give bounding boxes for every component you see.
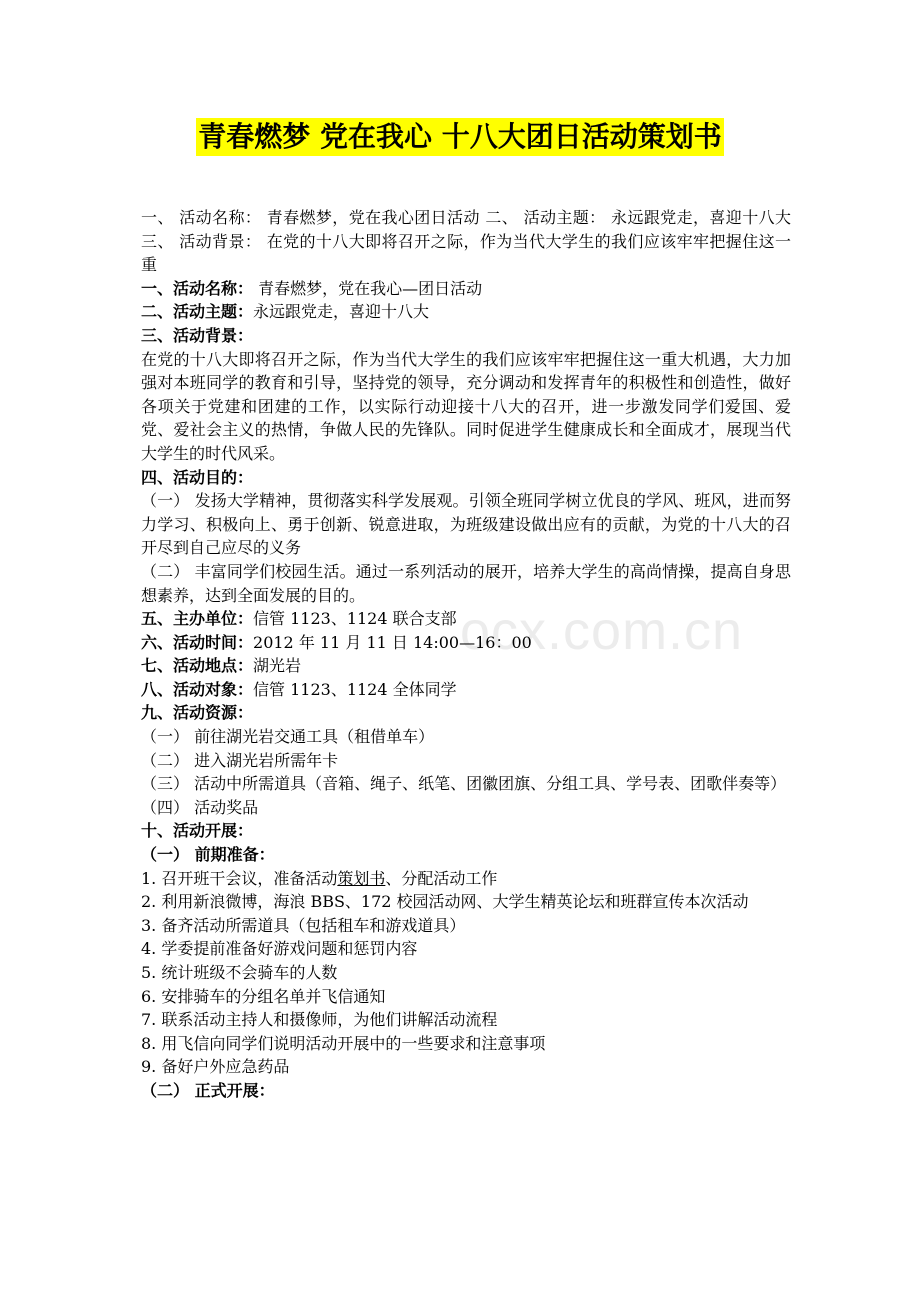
resource-item: （二） 进入湖光岩所需年卡 bbox=[141, 750, 339, 770]
section-label: 七、活动地点： bbox=[141, 656, 254, 676]
section-organizer bbox=[141, 607, 791, 631]
prep-step: 7. 联系活动主持人和摄像师，为他们讲解活动流程 bbox=[141, 1010, 498, 1030]
section-purpose-heading: 四、活动目的： bbox=[141, 467, 254, 487]
prep-step-text: 1. 召开班干会议，准备活动 bbox=[141, 868, 338, 888]
intro-paragraph: 一、 活动名称： 青春燃梦，党在我心团日活动 二、 活动主题： 永远跟党走，喜迎十八大 三、 活动背景： 在党的十八大即将召开之际，作为当代大学生的我们应该牢牢把握住这一重 bbox=[141, 208, 791, 275]
section-time bbox=[141, 631, 791, 655]
section-location bbox=[141, 654, 791, 678]
section-label: 二、活动主题： bbox=[141, 302, 254, 322]
section-theme bbox=[141, 300, 791, 324]
document-body bbox=[141, 206, 791, 1103]
prep-step: 8. 用飞信向同学们说明活动开展中的一些要求和注意事项 bbox=[141, 1033, 546, 1053]
section-text: 永远跟党走，喜迎十八大 bbox=[253, 302, 430, 322]
section-audience bbox=[141, 678, 791, 702]
watermark: ocx.com.cn bbox=[460, 601, 744, 661]
prep-step bbox=[141, 867, 791, 891]
prep-step: 3. 备齐活动所需道具（包括租车和游戏道具） bbox=[141, 915, 466, 935]
section-text: 湖光岩 bbox=[253, 656, 302, 676]
prep-step-text: 、分配活动工作 bbox=[385, 868, 498, 888]
section-background-text: 在党的十八大即将召开之际，作为当代大学生的我们应该牢牢把握住这一重大机遇，大力加强对本班同学的教育和引导，坚持党的领导，充分调动和发挥青年的积极性和创造性，做好各项关于党建和团建的工作，以实际行动迎接十八大的召开，进一步激发同学们爱国、爱党、爱社会主义的热情，争做人民的先锋队。同时促进学生健康成长和全面成才，展现当代大学生的时代风采。 bbox=[141, 349, 791, 463]
section-resources-heading: 九、活动资源： bbox=[141, 703, 254, 723]
subsection-preparation: （一） 前期准备： bbox=[141, 845, 275, 865]
prep-step: 5. 统计班级不会骑车的人数 bbox=[141, 963, 338, 982]
subsection-execution: （二） 正式开展： bbox=[141, 1080, 275, 1100]
document-title: 青春燃梦 党在我心 十八大团日活动策划书 bbox=[196, 118, 724, 156]
section-label: 八、活动对象： bbox=[141, 679, 254, 699]
purpose-item: （一） 发扬大学精神，贯彻落实科学发展观。引领全班同学树立优良的学风、班风，进而努力学习、积极向上、勇于创新、锐意进取，为班级建设做出应有的贡献，为党的十八大的召开尽到自己应尽的义务 bbox=[141, 491, 791, 558]
prep-step: 6. 安排骑车的分组名单并飞信通知 bbox=[141, 986, 386, 1006]
purpose-item: （二） 丰富同学们校园生活。通过一系列活动的展开，培养大学生的高尚情操，提高自身思想素养，达到全面发展的目的。 bbox=[141, 561, 791, 605]
section-text: 青春燃梦，党在我心—团日活动 bbox=[253, 278, 483, 298]
title-wrap bbox=[0, 118, 920, 156]
section-text: 信管 1123、1124 全体同学 bbox=[253, 679, 457, 699]
resource-item: （一） 前往湖光岩交通工具（租借单车） bbox=[141, 727, 435, 747]
section-text: 2012 年 11 月 11 日 14:00—16：00 bbox=[253, 632, 532, 652]
section-background-heading: 三、活动背景： bbox=[141, 325, 254, 345]
plan-link[interactable]: 策划书 bbox=[337, 868, 386, 888]
prep-step: 4. 学委提前准备好游戏问题和惩罚内容 bbox=[141, 939, 418, 959]
section-name bbox=[141, 277, 791, 301]
section-label: 一、活动名称： bbox=[141, 278, 254, 298]
prep-step: 9. 备好户外应急药品 bbox=[141, 1057, 290, 1077]
resource-item: （四） 活动奖品 bbox=[141, 797, 259, 817]
resource-item: （三） 活动中所需道具（音箱、绳子、纸笔、团徽团旗、分组工具、学号表、团歌伴奏等） bbox=[141, 774, 787, 794]
section-text: 信管 1123、1124 联合支部 bbox=[253, 609, 457, 629]
section-activities-heading: 十、活动开展： bbox=[141, 821, 254, 841]
section-label: 六、活动时间： bbox=[141, 632, 254, 652]
section-label: 五、主办单位： bbox=[141, 609, 254, 629]
prep-step: 2. 利用新浪微博，海浪 BBS、172 校园活动网、大学生精英论坛和班群宣传本次活动 bbox=[141, 892, 749, 912]
